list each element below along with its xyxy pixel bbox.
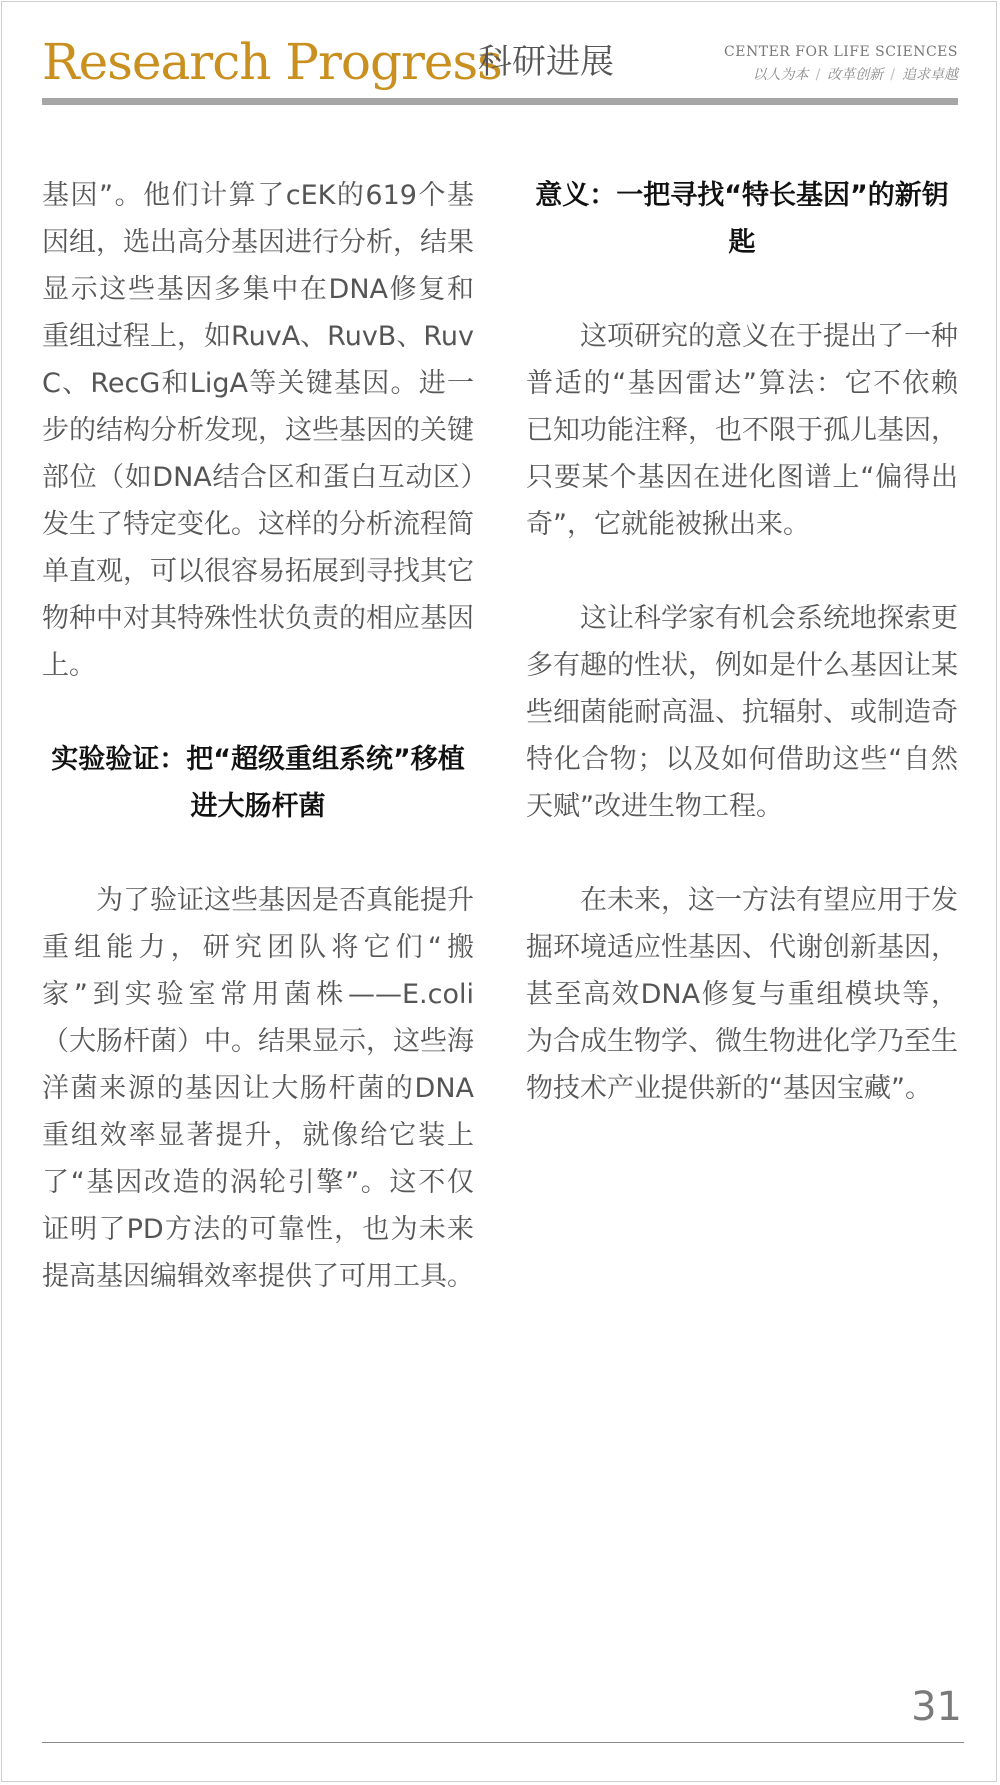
motto-separator: /: [815, 67, 821, 83]
spacer: [526, 830, 958, 877]
section-title-chinese: 科研进展: [478, 42, 614, 82]
motto-1: 以人为本: [752, 67, 809, 83]
right-paragraph-1: 这项研究的意义在于提出了一种普适的“基因雷达”算法：它不依赖已知功能注释，也不限于孤儿基因，只要某个基因在进化图谱上“偏得出奇”，它就能被揪出来。: [526, 321, 958, 540]
motto-3: 追求卓越: [902, 67, 958, 83]
center-name: CENTER FOR LIFE SCIENCES: [724, 44, 958, 60]
right-section-heading: 意义：一把寻找“特长基因”的新钥匙: [535, 180, 949, 258]
right-paragraph-3: 在未来，这一方法有望应用于发掘环境适应性基因、代谢创新基因，甚至高效DNA修复与重组模块等，为合成生物学、微生物进化学乃至生物技术产业提供新的“基因宝藏”。: [526, 885, 958, 1104]
spacer: [42, 830, 474, 877]
left-paragraph-2: 为了验证这些基因是否真能提升重组能力，研究团队将它们“搬家”到实验室常用菌株——E.coli（大肠杆菌）中。结果显示，这些海洋菌来源的基因让大肠杆菌的DNA重组效率显著提升，就像给它装上了“基因改造的涡轮引擎”。这不仅证明了PD方法的可靠性，也为未来提高基因编辑效率提供了可用工具。: [42, 885, 474, 1292]
header-divider: [42, 98, 958, 105]
motto-2: 改革创新: [827, 67, 884, 83]
right-paragraph-2: 这让科学家有机会系统地探索更多有趣的性状，例如是什么基因让某些细菌能耐高温、抗辐射、或制造奇特化合物；以及如何借助这些“自然天赋”改进生物工程。: [526, 603, 958, 822]
motto-separator: /: [890, 67, 895, 83]
spacer: [526, 548, 958, 595]
left-paragraph-1: 基因”。他们计算了cEK的619个基因组，选出高分基因进行分析，结果显示这些基因多集中在DNA修复和重组过程上，如RuvA、RuvB、RuvC、RecG和LigA等关键基因。进一步的结构分析发现，这些基因的关键部位（如DNA结合区和蛋白互动区）发生了特定变化。这样的分析流程简单直观，可以很容易拓展到寻找其它物种中对其特殊性状负责的相应基因上。: [42, 180, 474, 681]
left-column: [42, 172, 474, 1300]
section-title-english: Research Progress: [42, 33, 502, 91]
spacer: [42, 689, 474, 736]
left-section-heading: 实验验证：把“超级重组系统”移植进大肠杆菌: [51, 744, 465, 822]
motto-line: [753, 64, 958, 84]
spacer: [526, 266, 958, 313]
right-column: [526, 172, 958, 1112]
footer-divider: [42, 1742, 964, 1743]
page-number: 31: [911, 1684, 962, 1730]
